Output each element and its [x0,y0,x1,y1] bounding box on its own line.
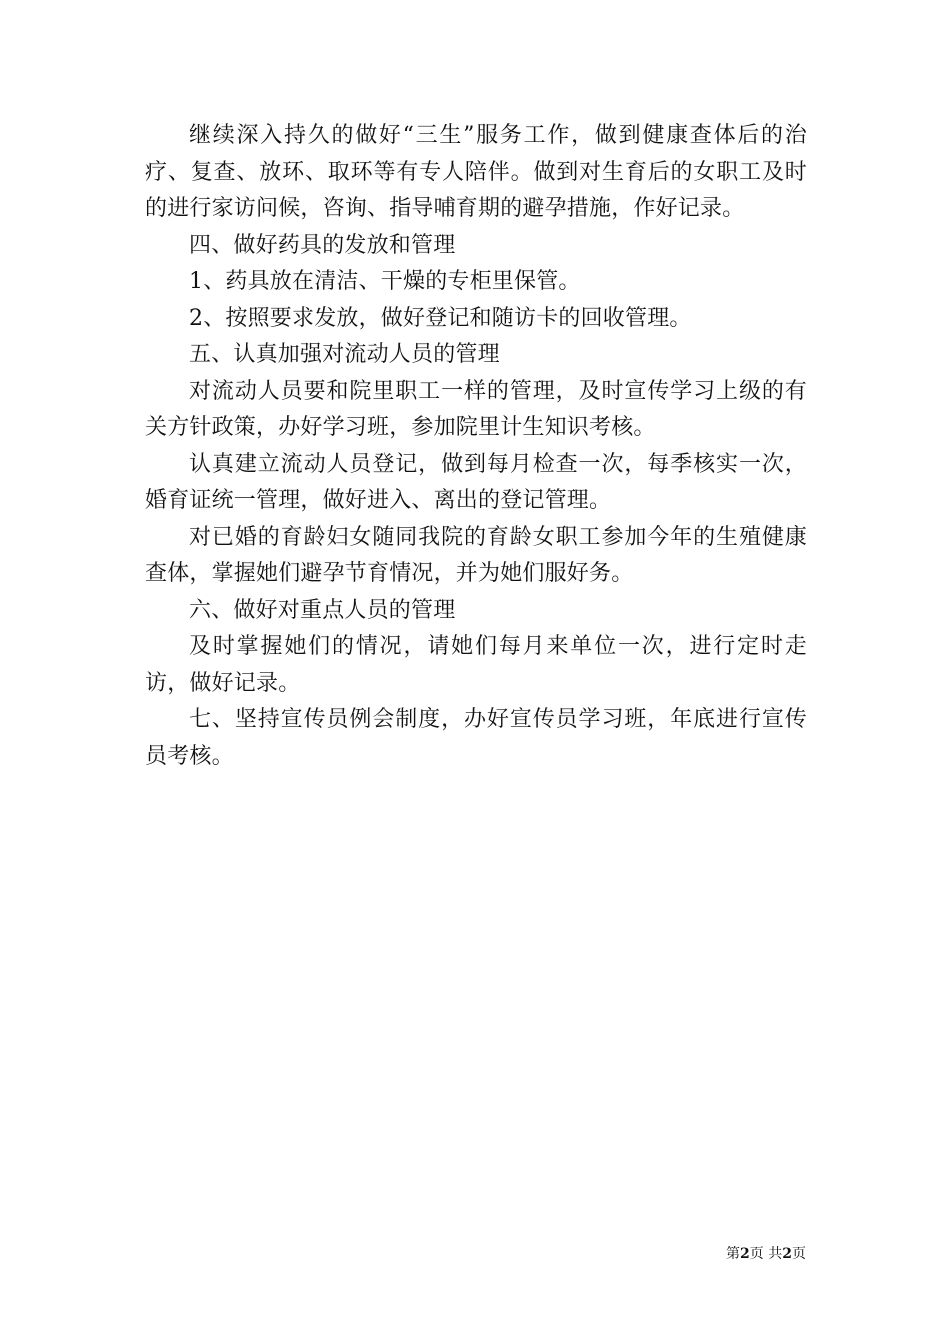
paragraph: 七、坚持宣传员例会制度，办好宣传员学习班，年底进行宣传员考核。 [145,707,807,769]
paragraph: 及时掌握她们的情况，请她们每月来单位一次，进行定时走访，做好记录。 [145,634,807,696]
section-heading: 四、做好药具的发放和管理 [189,232,456,258]
paragraph: 对已婚的育龄妇女随同我院的育龄女职工参加今年的生殖健康查体，掌握她们避孕节育情况，并为她们服好务。 [145,524,807,586]
paragraph: 1、药具放在清洁、干燥的专柜里保管。 [189,269,581,294]
page-number-footer [726,1245,806,1263]
footer-prefix: 第 [726,1246,741,1262]
paragraph: 对流动人员要和院里职工一样的管理，及时宣传学习上级的有关方针政策，办好学习班，参加院里计生知识考核。 [145,378,807,440]
paragraph: 2、按照要求发放，做好登记和随访卡的回收管理。 [189,305,692,331]
current-page-number: 2 [740,1246,750,1262]
footer-suffix: 页 [792,1246,806,1262]
footer-middle: 页 共 [749,1246,783,1262]
paragraph: 继续深入持久的做好“三生”服务工作，做到健康查体后的治疗、复查、放环、取环等有专人陪伴。做到对生育后的女职工及时的进行家访问候，咨询、指导哺育期的避孕措施，作好记录。 [145,123,807,221]
document-body [145,118,807,775]
paragraph: 认真建立流动人员登记，做到每月检查一次，每季核实一次，婚育证统一管理，做好进入、离出的登记管理。 [145,451,807,513]
section-heading: 六、做好对重点人员的管理 [189,597,456,623]
total-pages-number: 2 [782,1246,792,1262]
section-heading: 五、认真加强对流动人员的管理 [189,342,500,367]
